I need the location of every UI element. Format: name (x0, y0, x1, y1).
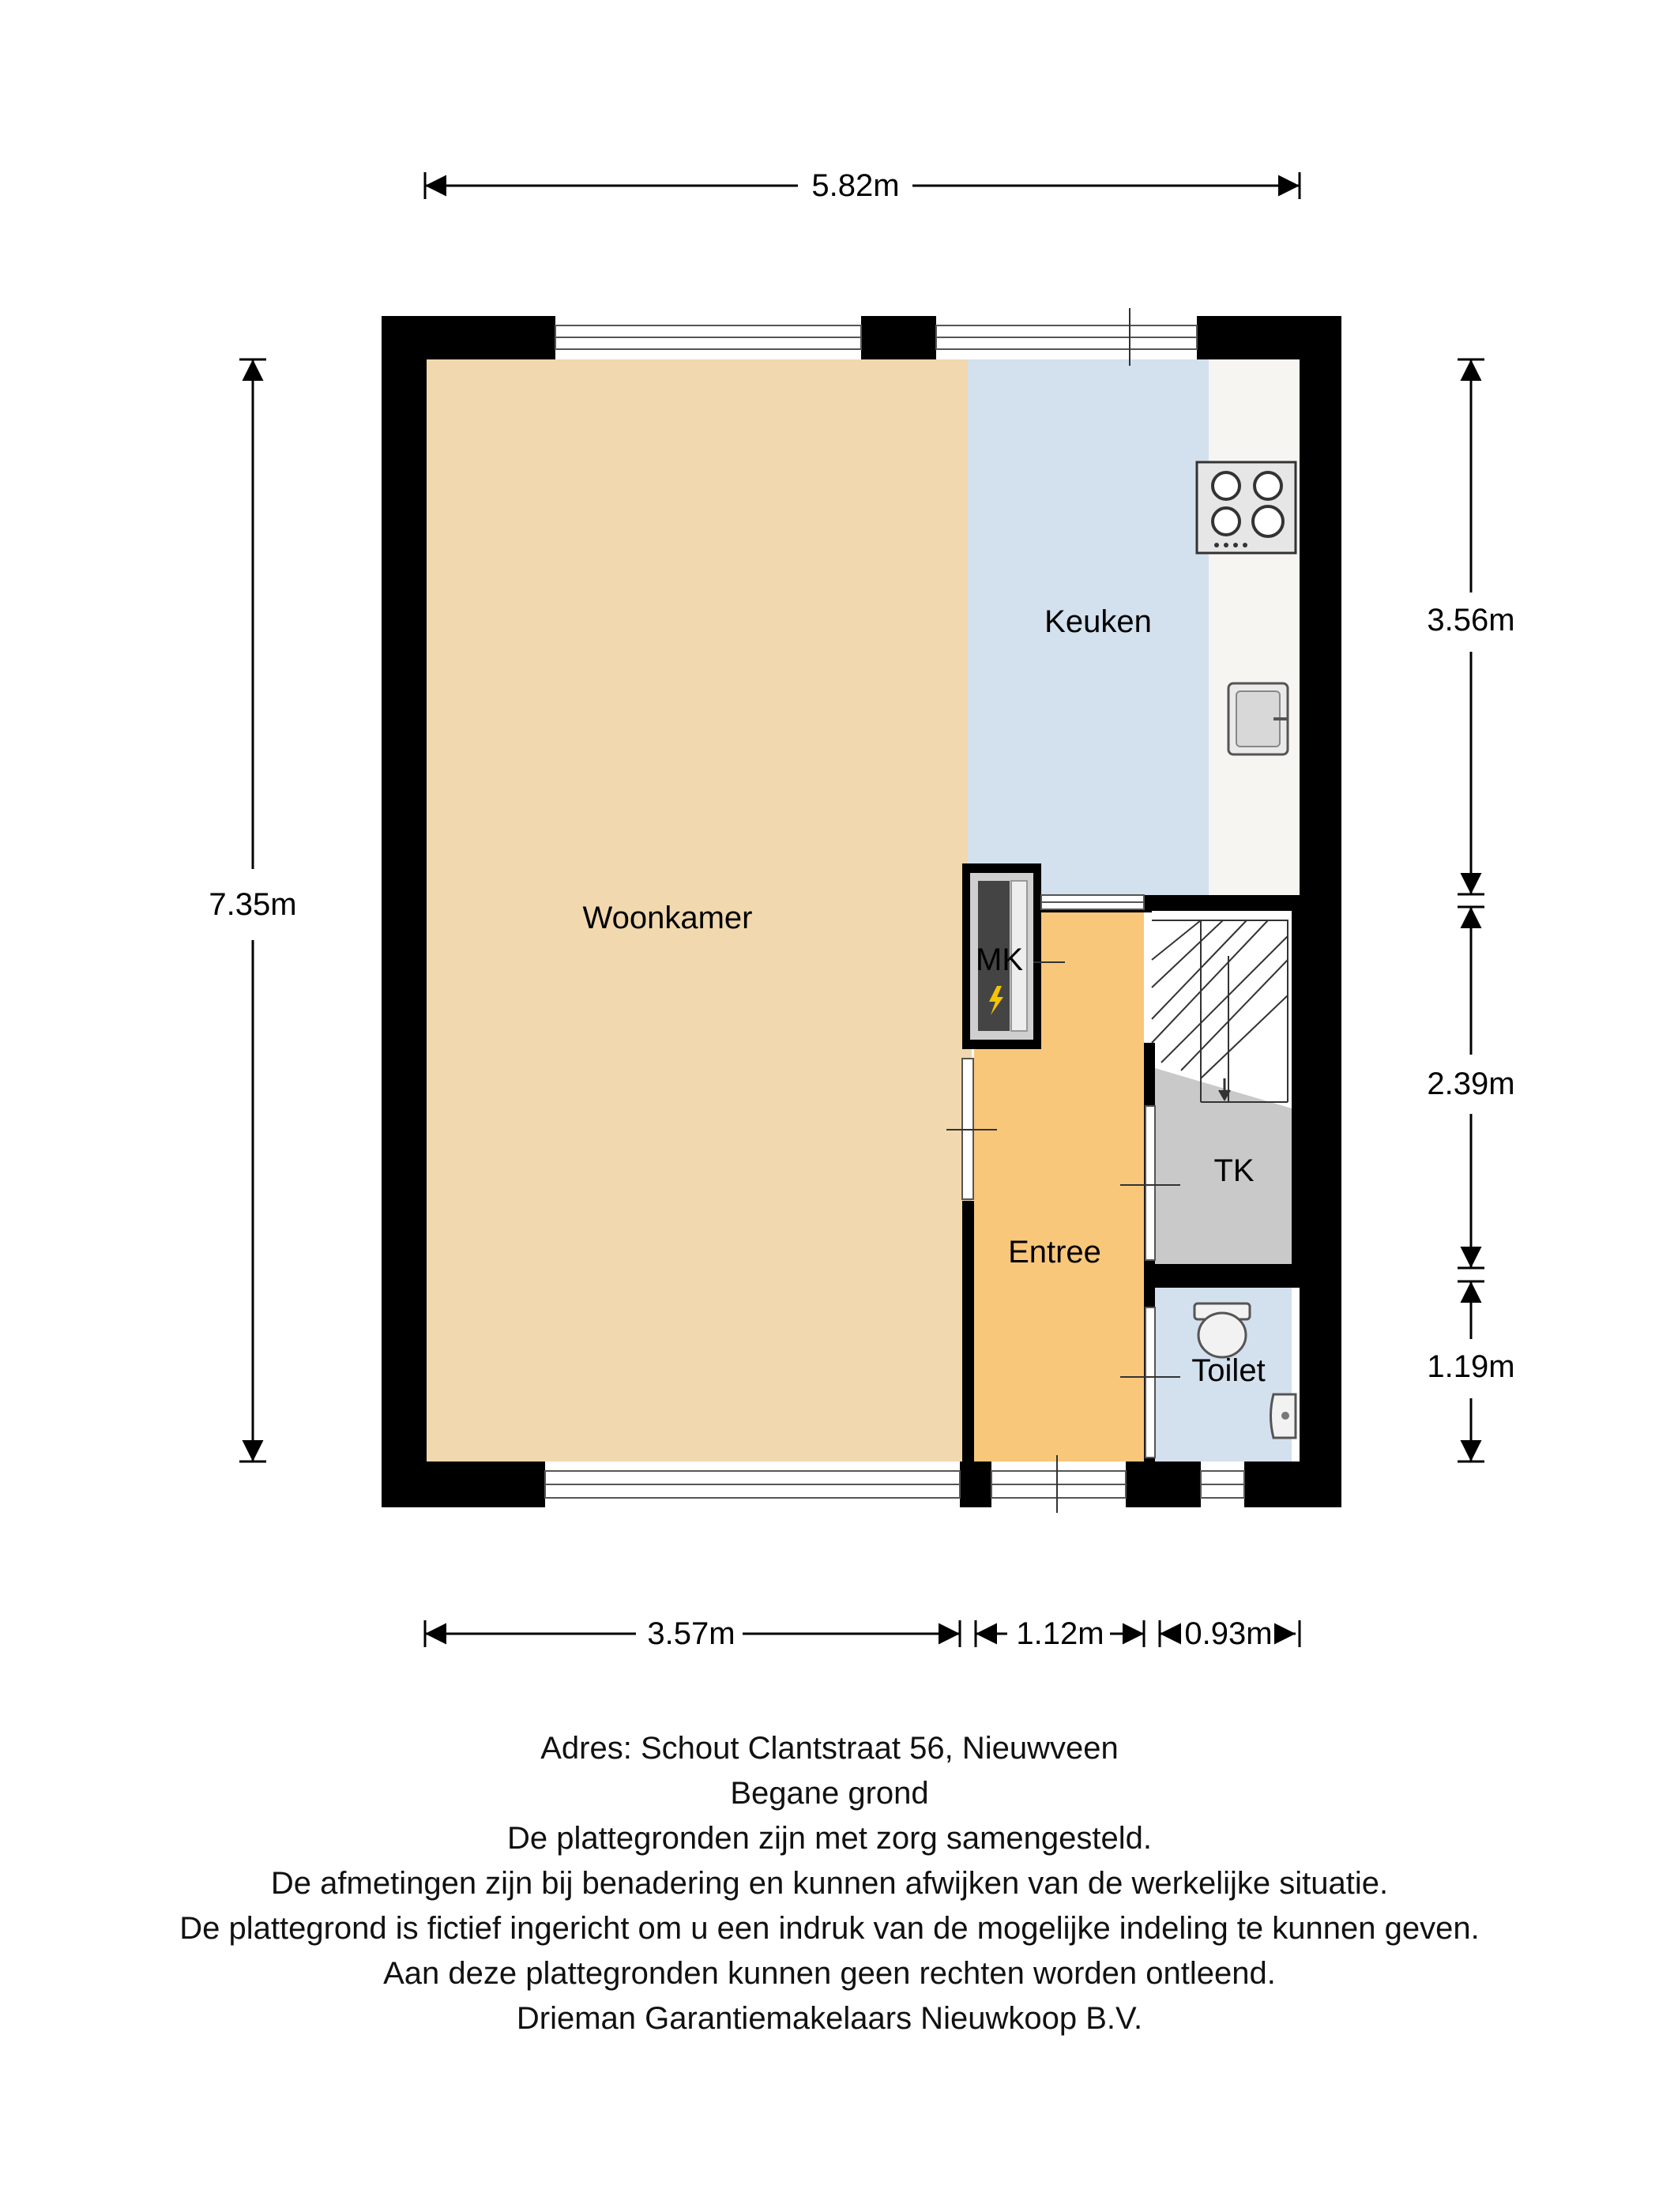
company-name: Drieman Garantiemakelaars Nieuwkoop B.V. (516, 2001, 1143, 2036)
disclaimer-line-2: De afmetingen zijn bij benadering en kunnen afwijken van de werkelijke situatie. (270, 1866, 1389, 1901)
washbasin-icon (1271, 1394, 1296, 1438)
dim-bottom-middle: 1.12m (1016, 1616, 1104, 1651)
label-entree: Entree (1008, 1235, 1101, 1270)
dim-right-top: 3.56m (1427, 603, 1515, 638)
toilet-icon (1194, 1304, 1250, 1357)
dim-left-height: 7.35m (209, 887, 297, 922)
dim-bottom-left: 3.57m (647, 1616, 735, 1651)
disclaimer-line-1: De plattegronden zijn met zorg samengesteld. (506, 1821, 1152, 1856)
label-tk: TK (1213, 1153, 1255, 1188)
dim-top-width: 5.82m (811, 168, 900, 203)
label-woonkamer: Woonkamer (582, 901, 753, 935)
disclaimer-line-4: Aan deze plattegronden kunnen geen rechten worden ontleend. (383, 1956, 1276, 1991)
dim-bottom-right: 0.93m (1184, 1616, 1273, 1651)
dim-right-bottom: 1.19m (1427, 1349, 1515, 1384)
sink-icon (1228, 683, 1288, 754)
plan-notes (0, 1726, 1659, 2041)
label-mk: MK (976, 942, 1023, 977)
dim-right-middle: 2.39m (1427, 1066, 1515, 1101)
kitchen-counter (1209, 359, 1300, 897)
disclaimer-line-3: De plattegrond is fictief ingericht om u een indruk van de mogelijke indeling te kunnen geven. (179, 1911, 1480, 1946)
floor-name: Begane grond (730, 1776, 929, 1811)
label-toilet: Toilet (1191, 1353, 1266, 1388)
label-keuken: Keuken (1044, 604, 1152, 639)
stove-icon (1197, 462, 1296, 553)
address-text: Adres: Schout Clantstraat 56, Nieuwveen (540, 1731, 1119, 1766)
